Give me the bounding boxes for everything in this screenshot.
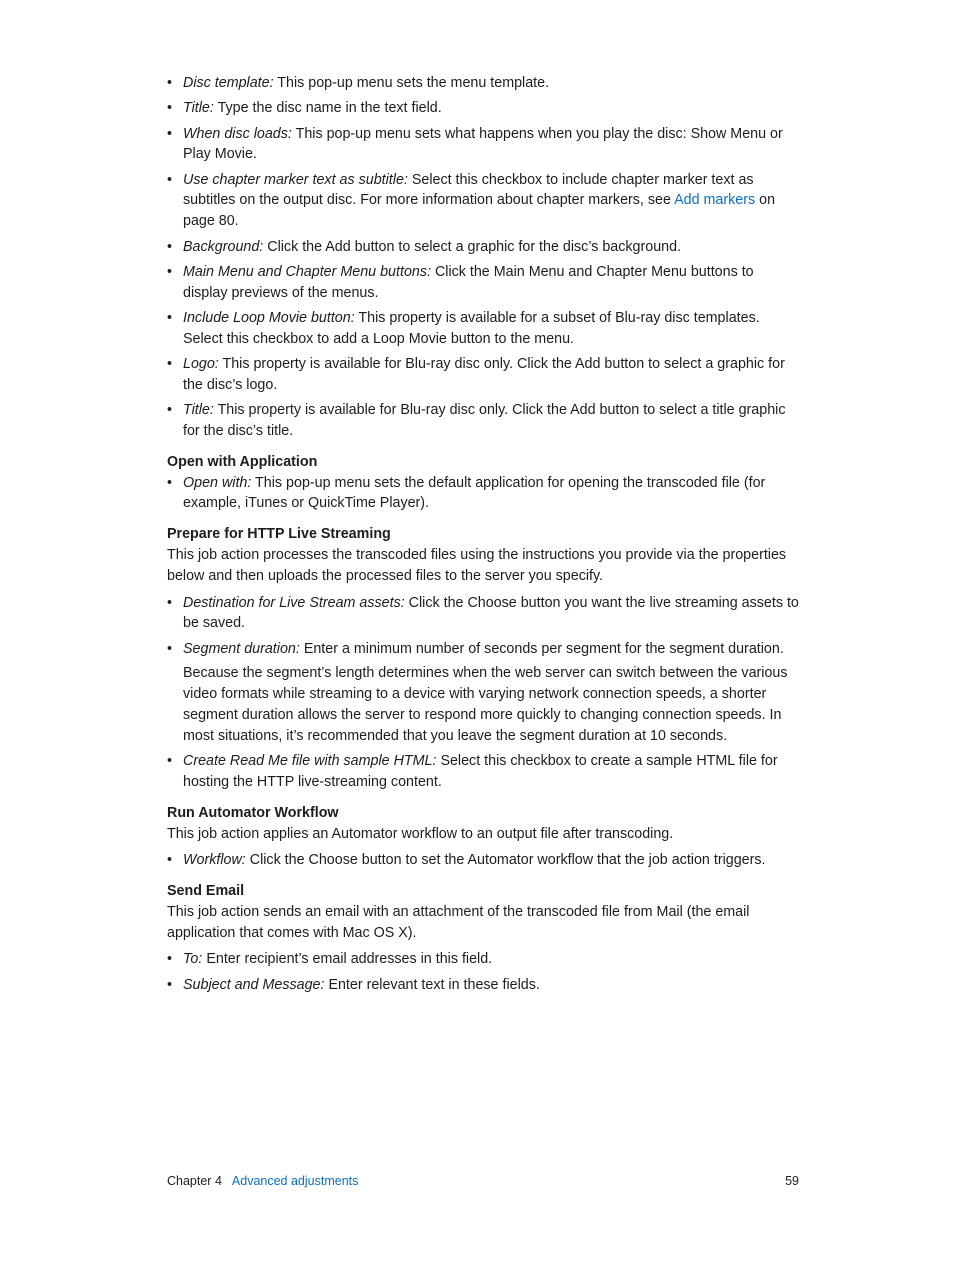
section-heading-http: Prepare for HTTP Live Streaming xyxy=(167,526,391,543)
disc-options-list xyxy=(167,73,799,442)
bullet: • xyxy=(167,171,173,188)
list-item: • To: Enter recipient’s email addresses in this field. xyxy=(167,949,799,970)
bullet: • xyxy=(167,309,173,326)
bullet: • xyxy=(167,753,173,770)
list-item: • Use chapter marker text as subtitle: Select this checkbox to include chapter marker text as subtitles on the output disc. For more information about chapter markers, see Add markers on page 80. xyxy=(167,171,776,230)
bullet: • xyxy=(167,75,173,91)
section-heading-automator: Run Automator Workflow xyxy=(167,804,339,821)
bullet: • xyxy=(167,356,173,373)
list-item: • Subject and Message: Enter relevant text in these fields. xyxy=(167,975,799,996)
bullet: • xyxy=(167,402,173,419)
list-item: • When disc loads: This pop-up menu sets what happens when you play the disc: Show Menu or Play Movie. xyxy=(167,125,783,163)
page-footer xyxy=(167,1172,799,1190)
bullet: • xyxy=(167,474,173,491)
list-item: • Segment duration: Enter a minimum number of seconds per segment for the segment duration. Because the segment’s length determines when the web server can switch between the various video formats while streaming to a device with varying network connection speeds, a shorter segment duration allows the server to respond more quickly to changing connection speeds. In most situations, it’s recommended that you leave the segment duration at 10 seconds. xyxy=(167,639,799,747)
bullet: • xyxy=(167,238,173,255)
bullet: • xyxy=(167,640,173,657)
section-intro: This job action applies an Automator workflow to an output file after transcoding. xyxy=(167,825,674,842)
section-intro: This job action sends an email with an attachment of the transcoded file from Mail (the email application that comes with Mac OS X). xyxy=(167,903,750,941)
http-list xyxy=(167,593,799,793)
footer-chapter-link[interactable]: Advanced adjustments xyxy=(231,1174,359,1188)
list-item: • Logo: This property is available for Blu-ray disc only. Click the Add button to select a graphic for the disc’s logo. xyxy=(167,356,785,393)
add-markers-link[interactable]: Add markers xyxy=(674,192,756,209)
bullet: • xyxy=(167,594,173,611)
email-list xyxy=(167,949,799,995)
list-item: • Title: Type the disc name in the text field. xyxy=(167,98,799,119)
list-item: • Background: Click the Add button to select a graphic for the disc’s background. xyxy=(167,237,799,258)
bullet: • xyxy=(167,100,173,117)
list-item: • Create Read Me file with sample HTML: Select this checkbox to create a sample HTML file for hosting the HTTP live-streaming content. xyxy=(167,753,778,790)
list-item: • Open with: This pop-up menu sets the default application for opening the transcoded file (for example, iTunes or QuickTime Player). xyxy=(167,474,766,512)
section-heading-email: Send Email xyxy=(167,883,245,900)
list-item: • Destination for Live Stream assets: Click the Choose button you want the live streaming assets to be saved. xyxy=(167,594,799,632)
bullet: • xyxy=(167,125,173,142)
footer-chapter: Chapter 4 xyxy=(167,1174,222,1188)
section-heading-open-with: Open with Application xyxy=(167,453,318,470)
bullet: • xyxy=(167,976,173,993)
list-item: • Disc template: This pop-up menu sets the menu template. xyxy=(167,73,799,94)
page-content xyxy=(167,73,799,1000)
list-item: • Title: This property is available for Blu-ray disc only. Click the Add button to select a title graphic for the disc’s title. xyxy=(167,402,786,439)
bullet: • xyxy=(167,951,173,968)
section-intro: This job action processes the transcoded files using the instructions you provide via the properties below and then uploads the processed files to the server you specify. xyxy=(167,546,787,584)
open-with-list xyxy=(167,473,799,515)
bullet: • xyxy=(167,852,173,869)
automator-list xyxy=(167,850,799,871)
list-item: • Include Loop Movie button: This property is available for a subset of Blu-ray disc templates. Select this checkbox to add a Loop Movie button to the menu. xyxy=(167,309,760,347)
bullet: • xyxy=(167,263,173,280)
sub-paragraph: Because the segment’s length determines when the web server can switch between the various video formats while streaming to a device with varying network connection speeds, a shorter segment duration allows the server to respond more quickly to changing connection speeds. In most situations, it’s recommended that you leave the segment duration at 10 seconds. xyxy=(183,665,788,744)
page-number: 59 xyxy=(785,1174,799,1188)
list-item: • Main Menu and Chapter Menu buttons: Click the Main Menu and Chapter Menu buttons to display previews of the menus. xyxy=(167,263,754,301)
list-item: • Workflow: Click the Choose button to set the Automator workflow that the job action triggers. xyxy=(167,850,799,871)
